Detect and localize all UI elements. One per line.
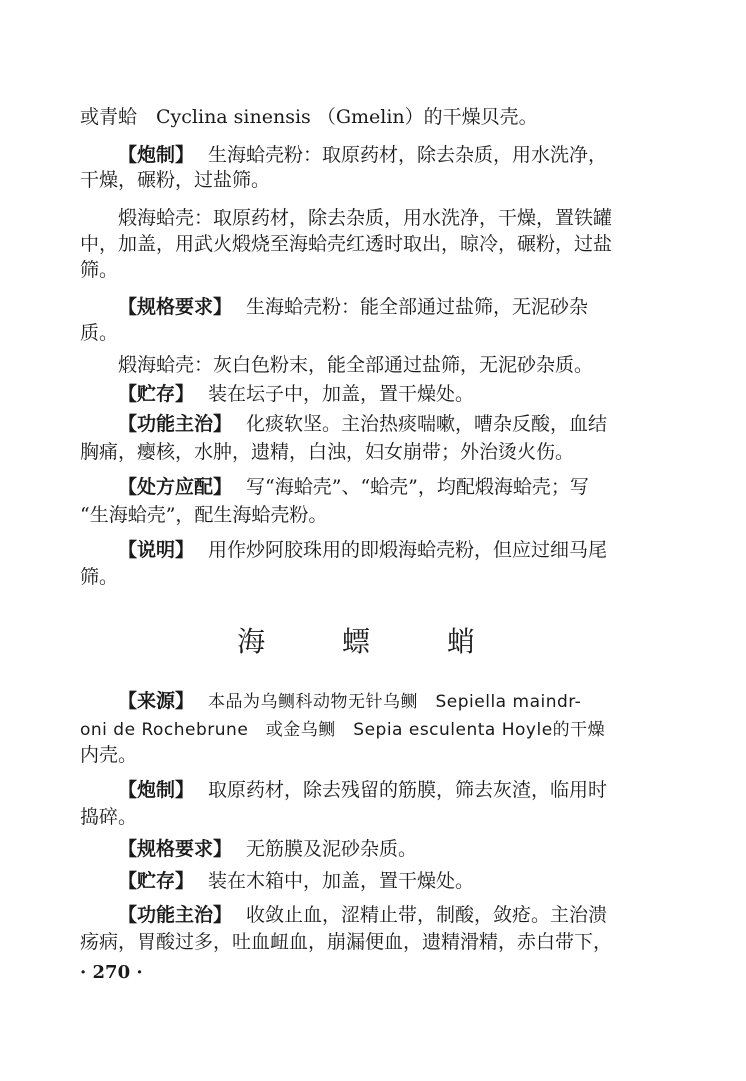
section-label: 【功能主治】 [118, 904, 233, 926]
text-line: 筛。 [80, 259, 119, 281]
section-label: 【处方应配】 [118, 476, 233, 498]
text-line: 【功能主治】 化痰软坚。主治热痰喘嗽，嘈杂反酸，血结 [118, 413, 608, 435]
section-title: 海 螵 蛸 [237, 625, 509, 658]
section-label: 【规格要求】 [118, 838, 233, 860]
text-line: 捣碎。 [80, 806, 138, 828]
text-line: oni de Rochebrune 或金乌鲗 Sepia esculenta Hoyle的干燥 [80, 720, 606, 740]
section-label: 【来源】 [118, 690, 195, 712]
text-line: 中，加盖，用武火煅烧至海蛤壳红透时取出，晾冷，碾粉，过盐 [80, 233, 613, 255]
text-line: 疡病，胃酸过多，吐血衄血，崩漏便血，遗精滑精，赤白带下， [80, 931, 613, 953]
text-line: 煅海蛤壳：取原药材，除去杂质，用水洗净，干燥，置铁罐 [118, 207, 613, 229]
text-line: 煅海蛤壳：灰白色粉末，能全部通过盐筛，无泥砂杂质。 [118, 354, 594, 376]
text-line: 或青蛤 Cyclina sinensis （Gmelin）的干燥贝壳。 [80, 106, 538, 128]
text-line: 【贮存】 装在坛子中，加盖，置干燥处。 [118, 383, 475, 405]
section-label: 【贮存】 [118, 870, 195, 892]
section-label: 【炮制】 [118, 779, 195, 801]
section-label: 【贮存】 [118, 383, 195, 405]
text-line: “生海蛤壳”，配生海蛤壳粉。 [80, 504, 328, 526]
section-label: 【炮制】 [118, 144, 195, 166]
text-line: 内壳。 [80, 744, 138, 766]
text-line: 干燥，碾粉，过盐筛。 [80, 169, 271, 191]
text-line: 【规格要求】 生海蛤壳粉：能全部通过盐筛，无泥砂杂 [118, 296, 589, 318]
text-line: 【炮制】 取原药材，除去残留的筋膜，筛去灰渣，临用时 [118, 779, 608, 801]
text-line: 【说明】 用作炒阿胶珠用的即煅海蛤壳粉，但应过细马尾 [118, 539, 608, 561]
section-label: 【规格要求】 [118, 296, 233, 318]
text-line: 质。 [80, 322, 119, 344]
text-line: 胸痛，瘿核，水肿，遗精，白浊，妇女崩带；外治烫火伤。 [80, 441, 575, 463]
section-label: 【功能主治】 [118, 413, 233, 435]
text-line: 【炮制】 生海蛤壳粉：取原药材，除去杂质，用水洗净， [118, 144, 608, 166]
text-line: 【处方应配】 写“海蛤壳”、“蛤壳”，均配煅海蛤壳；写 [118, 476, 589, 498]
text-line: 筛。 [80, 566, 119, 588]
text-line: 【来源】 本品为乌鲗科动物无针乌鲗 Sepiella maindr- [118, 690, 582, 712]
section-label: 【说明】 [118, 539, 195, 561]
text-line: 【规格要求】 无筋膜及泥砂杂质。 [118, 838, 418, 860]
text-line: 【功能主治】 收敛止血，涩精止带，制酸，敛疮。主治溃 [118, 904, 608, 926]
text-line: 【贮存】 装在木箱中，加盖，置干燥处。 [118, 870, 475, 892]
page-number: · 270 · [80, 962, 143, 983]
